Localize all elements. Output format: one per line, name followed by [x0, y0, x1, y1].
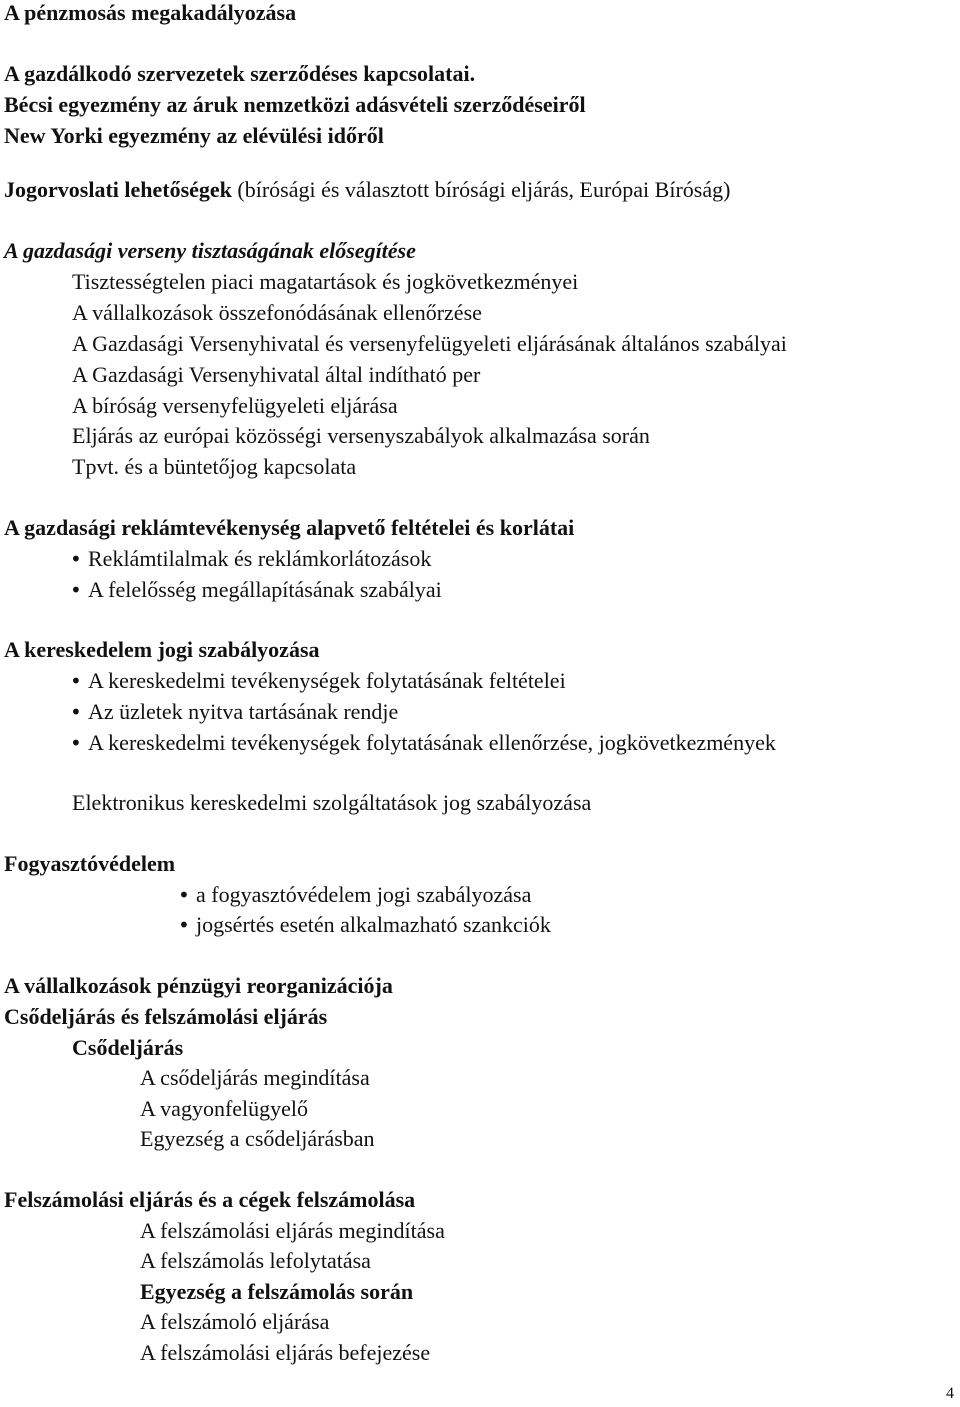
bullet-item: [196, 884, 531, 906]
section-heading: [4, 63, 475, 85]
bullet-item: [196, 914, 551, 936]
section-heading: [4, 853, 175, 875]
line-text: Felszámolási eljárás és a cégek felszámolása: [4, 1187, 416, 1212]
section-heading: [4, 517, 574, 539]
list-item: [72, 425, 650, 447]
line-text: A Gazdasági Versenyhivatal által indítható per: [72, 362, 481, 387]
list-item: [140, 1342, 430, 1364]
line-text: Reklámtilalmak és reklámkorlátozások: [88, 546, 432, 571]
list-item: [140, 1098, 308, 1120]
line-text: A pénzmosás megakadályozása: [4, 0, 297, 25]
line-text: A kereskedelem jogi szabályozása: [4, 637, 320, 662]
line-text: A felszámoló eljárása: [140, 1309, 330, 1334]
list-item: [140, 1250, 371, 1272]
bullet-icon: •: [70, 578, 82, 602]
bullet-icon: •: [178, 913, 190, 937]
bullet-icon: •: [70, 700, 82, 724]
line-text: Jogorvoslati lehetőségek: [4, 177, 232, 202]
line-text: Egyezség a csődeljárásban: [140, 1126, 375, 1151]
line-text: A gazdasági verseny tisztaságának elősegítése: [4, 238, 416, 263]
line-text: New Yorki egyezmény az elévülési időről: [4, 123, 384, 148]
section-heading: [4, 1189, 415, 1211]
section-heading: [4, 94, 586, 116]
line-text: Elektronikus kereskedelmi szolgáltatások jog szabályozása: [72, 790, 592, 815]
list-item: [140, 1067, 370, 1089]
list-item: [72, 271, 578, 293]
line-text: Csődeljárás: [72, 1035, 184, 1060]
line-text: Bécsi egyezmény az áruk nemzetközi adásvételi szerződéseiről: [4, 92, 586, 117]
line-text: A gazdasági reklámtevékenység alapvető feltételei és korlátai: [4, 515, 575, 540]
bullet-item: [88, 670, 566, 692]
bullet-icon: •: [178, 883, 190, 907]
line-text-rest: (bírósági és választott bírósági eljárás, Európai Bíróság): [231, 177, 731, 202]
line-text: Tisztességtelen piaci magatartások és jogkövetkezményei: [72, 269, 579, 294]
section-heading: [4, 240, 416, 262]
list-item: [72, 792, 591, 814]
line-text: A csődeljárás megindítása: [140, 1065, 370, 1090]
list-item: [72, 456, 356, 478]
section-heading: [140, 1281, 413, 1303]
line-text: A kereskedelmi tevékenységek folytatásának ellenőrzése, jogkövetkezmények: [88, 730, 776, 755]
section-heading: [4, 2, 296, 24]
list-item: [72, 395, 398, 417]
bullet-icon: •: [70, 731, 82, 755]
list-item: [72, 364, 480, 386]
bullet-icon: •: [70, 547, 82, 571]
line-text: Fogyasztóvédelem: [4, 851, 176, 876]
line-text: A bíróság versenyfelügyeleti eljárása: [72, 393, 398, 418]
line-text: A vállalkozások pénzügyi reorganizációja: [4, 973, 393, 998]
line-text: A felszámolási eljárás befejezése: [140, 1340, 431, 1365]
line-text: A felszámolás lefolytatása: [140, 1248, 371, 1273]
bullet-item: [88, 701, 398, 723]
section-heading: [4, 1006, 327, 1028]
bullet-item: [88, 548, 431, 570]
list-item: [72, 333, 787, 355]
line-text: Tpvt. és a büntetőjog kapcsolata: [72, 454, 357, 479]
line-text: Eljárás az európai közösségi versenyszabályok alkalmazása során: [72, 423, 650, 448]
list-item: [140, 1128, 375, 1150]
bullet-item: [88, 579, 442, 601]
line-text: a fogyasztóvédelem jogi szabályozása: [196, 882, 532, 907]
page-number: 4: [946, 1385, 954, 1402]
line-text: jogsértés esetén alkalmazható szankciók: [196, 912, 551, 937]
line-text: A Gazdasági Versenyhivatal és versenyfelügyeleti eljárásának általános szabályai: [72, 331, 787, 356]
line-text: Egyezség a felszámolás során: [140, 1279, 414, 1304]
section-heading: [72, 1037, 183, 1059]
section-heading: [4, 179, 730, 201]
line-text: A vállalkozások összefonódásának ellenőrzése: [72, 300, 482, 325]
line-text: A gazdálkodó szervezetek szerződéses kapcsolatai.: [4, 61, 476, 86]
line-text: A kereskedelmi tevékenységek folytatásának feltételei: [88, 668, 566, 693]
bullet-icon: •: [70, 669, 82, 693]
list-item: [72, 302, 482, 324]
line-text: A felelősség megállapításának szabályai: [88, 577, 442, 602]
line-text: A vagyonfelügyelő: [140, 1096, 309, 1121]
line-text: Csődeljárás és felszámolási eljárás: [4, 1004, 328, 1029]
line-text: Az üzletek nyitva tartásának rendje: [88, 699, 399, 724]
section-heading: [4, 975, 393, 997]
line-text: A felszámolási eljárás megindítása: [140, 1218, 445, 1243]
section-heading: [4, 639, 320, 661]
section-heading: [4, 125, 384, 147]
list-item: [140, 1311, 329, 1333]
list-item: [140, 1220, 445, 1242]
bullet-item: [88, 732, 776, 754]
